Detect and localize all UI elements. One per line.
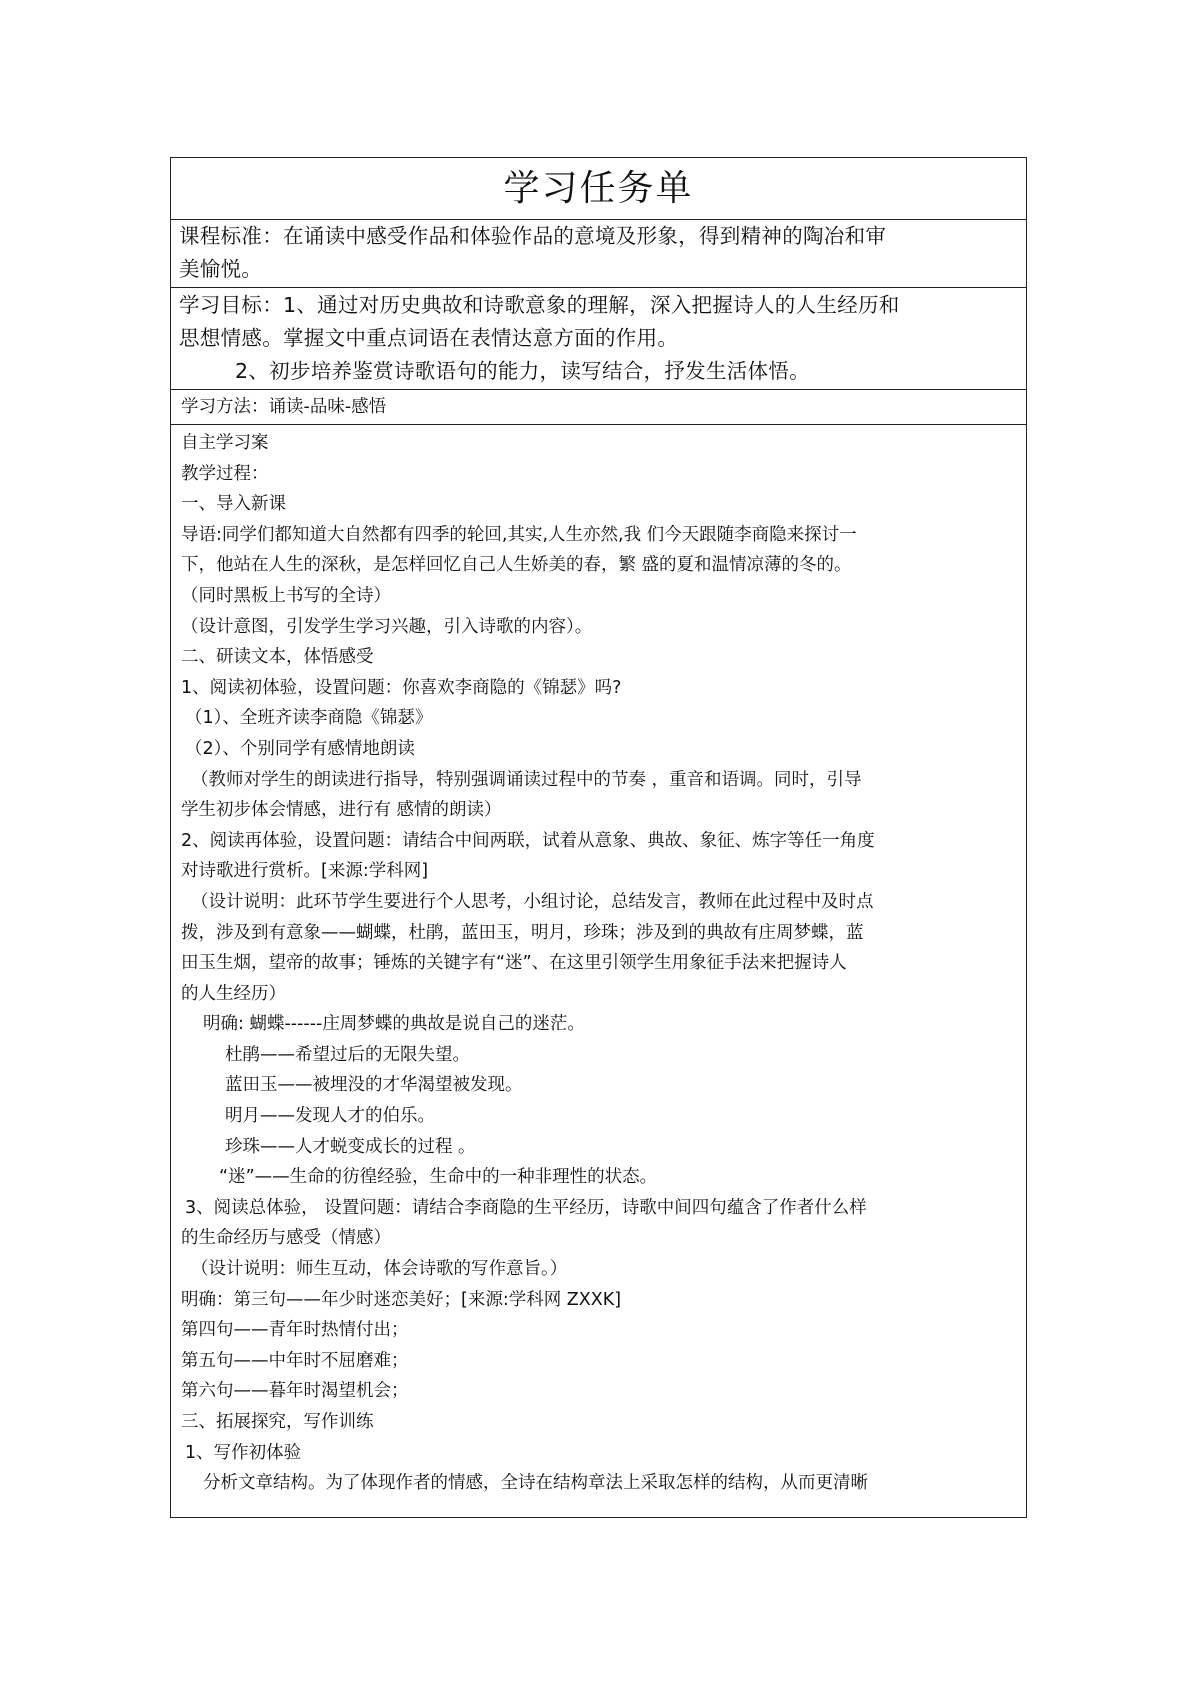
- body-line: 的生命经历与感受（情感）: [181, 1228, 391, 1249]
- learning-method-row: [171, 390, 1026, 425]
- course-standard-line: 课程标准：在诵读中感受作品和体验作品的意境及形象，得到精神的陶冶和审: [179, 224, 887, 248]
- course-standard-line: 美愉悦。: [179, 257, 263, 281]
- body-line: 第四句——青年时热情付出；: [181, 1320, 409, 1341]
- self-study-plan-row: [171, 425, 1026, 1517]
- body-line: 1、写作初体验: [185, 1442, 302, 1463]
- body-line: 田玉生烟，望帝的故事；锤炼的关键字有“迷”、在这里引领学生用象征手法来把握诗人: [181, 953, 847, 974]
- body-line: 明确：第三句——年少时迷恋美好；[来源:学科网 ZXXK]: [181, 1289, 622, 1310]
- body-line: 分析文章结构。为了体现作者的情感，全诗在结构章法上采取怎样的结构，从而更清晰: [203, 1473, 868, 1494]
- body-line: （同时黑板上书写的全诗）: [181, 585, 391, 606]
- body-line: 拨，涉及到有意象——蝴蝶，杜鹃，蓝田玉，明月，珍珠；涉及到的典故有庄周梦蝶，蓝: [181, 922, 864, 943]
- body-line: （2）、个别同学有感情地朗读: [185, 738, 415, 759]
- section-heading: 三、拓展探究，写作训练: [181, 1412, 374, 1432]
- body-line: （1）、全班齐读李商隐《锦瑟》: [185, 708, 433, 729]
- body-line: 自主学习案: [181, 433, 269, 453]
- body-line: 蓝田玉——被埋没的才华渴望被发现。: [225, 1075, 523, 1096]
- title-row: [171, 158, 1026, 220]
- body-line: （设计说明：师生互动，体会诗歌的写作意旨。）: [191, 1259, 568, 1280]
- body-line: 对诗歌进行赏析。[来源:学科网]: [181, 861, 429, 882]
- self-study-plan-text: [171, 425, 1026, 1499]
- learning-goals-row: [171, 288, 1026, 390]
- section-heading: 二、研读文本，体悟感受: [181, 647, 374, 668]
- body-line: （设计说明：此环节学生要进行个人思考，小组讨论，总结发言，教师在此过程中及时点: [191, 891, 874, 912]
- body-line: 明月——发现人才的伯乐。: [225, 1106, 435, 1127]
- body-line: 导语:同学们都知道大自然都有四季的轮回,其实,人生亦然,我 们今天跟随李商隐来探讨一: [181, 524, 857, 545]
- section-heading: 一、导入新课: [181, 494, 286, 515]
- body-line: 明确: 蝴蝶------庄周梦蝶的典故是说自己的迷茫。: [203, 1014, 585, 1035]
- body-line: 学生初步体会情感，进行有 感情的朗读）: [181, 800, 502, 821]
- page-title: 学习任务单: [503, 168, 694, 209]
- body-line: 杜鹃——希望过后的无限失望。: [225, 1044, 470, 1065]
- learning-goal-line: 学习目标：1、通过对历史典故和诗歌意象的理解，深入把握诗人的人生经历和: [179, 293, 900, 317]
- body-line: 教学过程：: [181, 463, 269, 484]
- learning-goal-line: 2、初步培养鉴赏诗歌语句的能力，读写结合，抒发生活体悟。: [235, 359, 810, 383]
- body-line: 第六句——暮年时渴望机会；: [181, 1381, 409, 1402]
- body-line: 3、阅读总体验， 设置问题：请结合李商隐的生平经历，诗歌中间四句蕴含了作者什么样: [185, 1197, 867, 1218]
- course-standard-text: [171, 220, 1026, 286]
- learning-goals-text: [171, 288, 1026, 388]
- body-line: 1、阅读初体验，设置问题：你喜欢李商隐的《锦瑟》吗?: [181, 677, 622, 698]
- body-line: （设计意图，引发学生学习兴趣，引入诗歌的内容）。: [181, 616, 593, 637]
- body-line: “迷”——生命的彷徨经验，生命中的一种非理性的状态。: [219, 1167, 658, 1188]
- body-line: 的人生经历）: [181, 983, 286, 1004]
- body-line: 珍珠——人才蜕变成长的过程 。: [225, 1136, 476, 1157]
- course-standard-row: [171, 220, 1026, 288]
- body-line: 第五句——中年时不屈磨难；: [181, 1350, 409, 1371]
- body-line: 2、阅读再体验，设置问题：请结合中间两联，试着从意象、典故、象征、炼字等任一角度: [181, 830, 875, 851]
- body-line: （教师对学生的朗读进行指导，特别强调诵读过程中的节奏 ，重音和语调。同时，引导: [191, 769, 862, 790]
- body-line: 下，他站在人生的深秋，是怎样回忆自己人生娇美的春，繁 盛的夏和温情凉薄的冬的。: [181, 555, 852, 576]
- learning-goal-line: 思想情感。掌握文中重点词语在表情达意方面的作用。: [179, 326, 679, 350]
- task-sheet-table: [170, 157, 1027, 1518]
- learning-method-line: 学习方法：诵读-品味-感悟: [181, 397, 387, 417]
- learning-method-text: [171, 390, 1026, 424]
